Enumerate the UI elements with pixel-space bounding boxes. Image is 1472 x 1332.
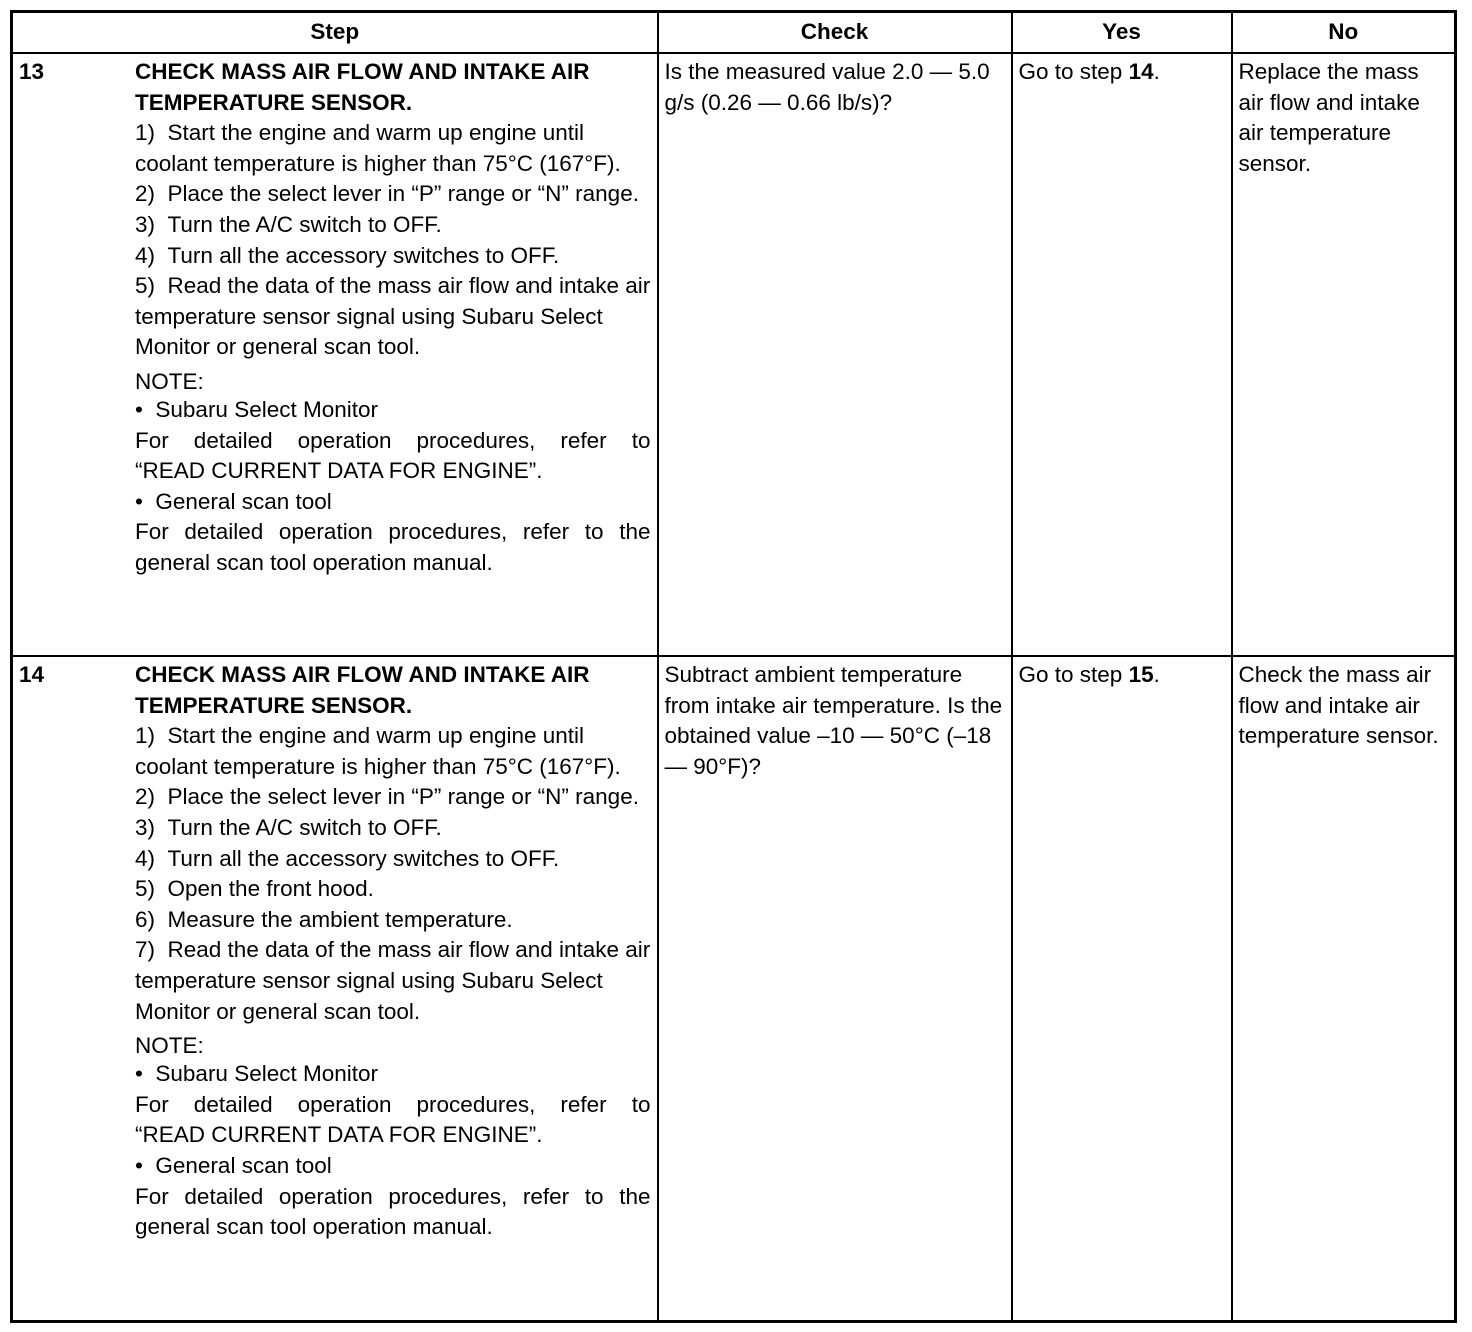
step-instruction: 2) Place the select lever in “P” range or “N” range. — [135, 784, 639, 810]
step-instruction: 2) Place the select lever in “P” range or “N” range. — [135, 181, 639, 207]
note-text: For detailed operation procedures, refer to the — [135, 519, 651, 545]
step-instruction: 3) Turn the A/C switch to OFF. — [135, 814, 442, 840]
yes-step-link[interactable]: 15 — [1128, 662, 1154, 687]
table-row — [12, 656, 1456, 1322]
step-instruction: 3) Turn the A/C switch to OFF. — [135, 211, 442, 237]
step-title: CHECK MASS AIR FLOW AND INTAKE AIR TEMPERATURE SENSOR. — [135, 662, 590, 718]
note-text: general scan tool operation manual. — [135, 1214, 493, 1240]
yes-suffix: . — [1153, 59, 1160, 84]
step-number: 14 — [19, 662, 45, 687]
note-text: “READ CURRENT DATA FOR ENGINE”. — [135, 1122, 543, 1148]
note-label: NOTE: — [135, 1033, 204, 1059]
note-block — [135, 369, 651, 579]
header-yes: Yes — [1012, 12, 1232, 54]
step-cell — [12, 656, 658, 1322]
header-no: No — [1232, 12, 1456, 54]
table-row — [12, 53, 1456, 656]
note-bullet: • General scan tool — [135, 1151, 651, 1182]
note-label: NOTE: — [135, 368, 204, 394]
step-instruction: 5) Open the front hood. — [135, 876, 374, 902]
yes-step-link[interactable]: 14 — [1128, 59, 1154, 84]
no-cell: Check the mass air flow and intake air temperature sensor. — [1232, 656, 1456, 1322]
note-text: For detailed operation procedures, refer to the — [135, 1183, 651, 1209]
no-cell: Replace the mass air flow and intake air temperature sensor. — [1232, 53, 1456, 656]
yes-suffix: . — [1153, 662, 1160, 687]
step-instruction: 5) Read the data of the mass air flow and intake air temperature sensor signal using Subaru Select Monitor or general scan tool. — [135, 273, 651, 360]
step-instruction: 7) Read the data of the mass air flow and intake air temperature sensor signal using Subaru Select Monitor or general scan tool. — [135, 937, 651, 1024]
check-cell: Is the measured value 2.0 — 5.0 g/s (0.26 — 0.66 lb/s)? — [658, 53, 1012, 656]
note-bullet: • Subaru Select Monitor — [135, 1059, 651, 1090]
step-title: CHECK MASS AIR FLOW AND INTAKE AIR TEMPERATURE SENSOR. — [135, 59, 590, 115]
yes-prefix: Go to step — [1018, 662, 1129, 687]
yes-cell — [1012, 53, 1232, 656]
check-cell: Subtract ambient temperature from intake air temperature. Is the obtained value –10 — 50°C (–18 — 90°F)? — [658, 656, 1012, 1322]
step-instruction: 4) Turn all the accessory switches to OFF. — [135, 242, 560, 268]
yes-cell — [1012, 656, 1232, 1322]
note-block — [135, 1033, 651, 1243]
header-step: Step — [12, 12, 658, 54]
note-bullet: • Subaru Select Monitor — [135, 395, 651, 426]
note-text: For detailed operation procedures, refer to — [135, 1091, 651, 1117]
header-check: Check — [658, 12, 1012, 54]
note-bullet: • General scan tool — [135, 487, 651, 518]
step-instruction: 1) Start the engine and warm up engine until coolant temperature is higher than 75°C (167°F). — [135, 723, 621, 779]
step-cell — [12, 53, 658, 656]
step-number: 13 — [19, 59, 45, 84]
step-instruction: 4) Turn all the accessory switches to OFF. — [135, 845, 560, 871]
header-row — [12, 12, 1456, 54]
step-instruction: 6) Measure the ambient temperature. — [135, 906, 513, 932]
note-text: “READ CURRENT DATA FOR ENGINE”. — [135, 458, 543, 484]
step-instruction: 1) Start the engine and warm up engine until coolant temperature is higher than 75°C (167°F). — [135, 120, 621, 176]
diagnostic-table — [10, 10, 1457, 1323]
yes-prefix: Go to step — [1018, 59, 1129, 84]
note-text: general scan tool operation manual. — [135, 549, 493, 575]
note-text: For detailed operation procedures, refer to — [135, 427, 651, 453]
